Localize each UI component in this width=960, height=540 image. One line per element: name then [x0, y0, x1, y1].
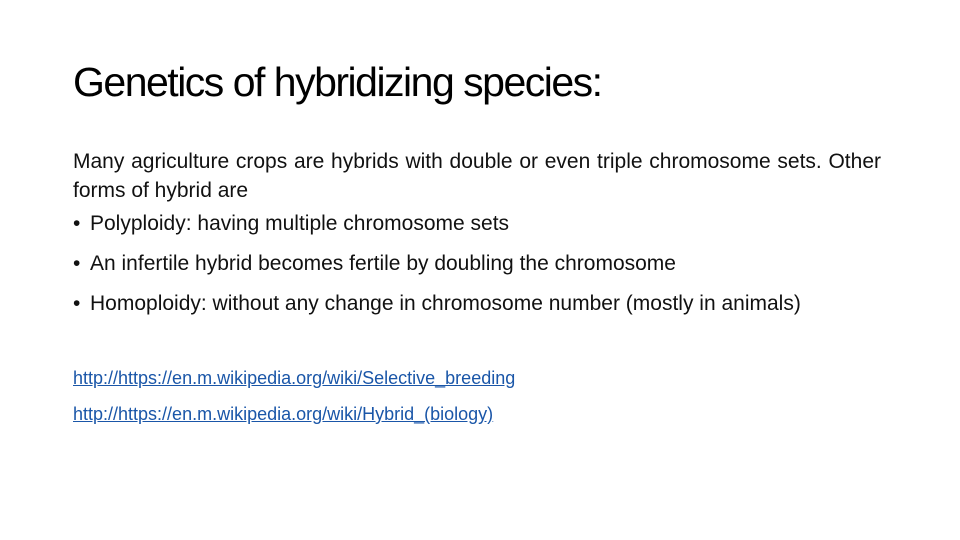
slide-body [73, 147, 881, 318]
link-selective-breeding[interactable]: http://https://en.m.wikipedia.org/wiki/Selective_breeding [73, 368, 516, 388]
bullet-icon: • [73, 252, 81, 275]
reference-links [73, 367, 515, 439]
bullet-item-polyploidy [73, 209, 881, 238]
intro-paragraph: Many agriculture crops are hybrids with double or even triple chromosome sets. Other forms of hybrid are [73, 150, 881, 202]
bullet-item-homoploidy [73, 289, 881, 318]
link-hybrid-biology[interactable]: http://https://en.m.wikipedia.org/wiki/Hybrid_(biology) [73, 404, 494, 424]
bullet-text: An infertile hybrid becomes fertile by doubling the chromosome [90, 252, 676, 275]
slide-title: Genetics of hybridizing species: [73, 59, 602, 105]
bullet-text: Homoploidy: without any change in chromosome number (mostly in animals) [90, 292, 801, 315]
bullet-text: Polyploidy: having multiple chromosome sets [90, 212, 510, 235]
bullet-list [73, 209, 881, 318]
bullet-icon: • [73, 292, 81, 315]
bullet-item-infertile-hybrid [73, 249, 881, 278]
bullet-icon: • [73, 212, 81, 235]
